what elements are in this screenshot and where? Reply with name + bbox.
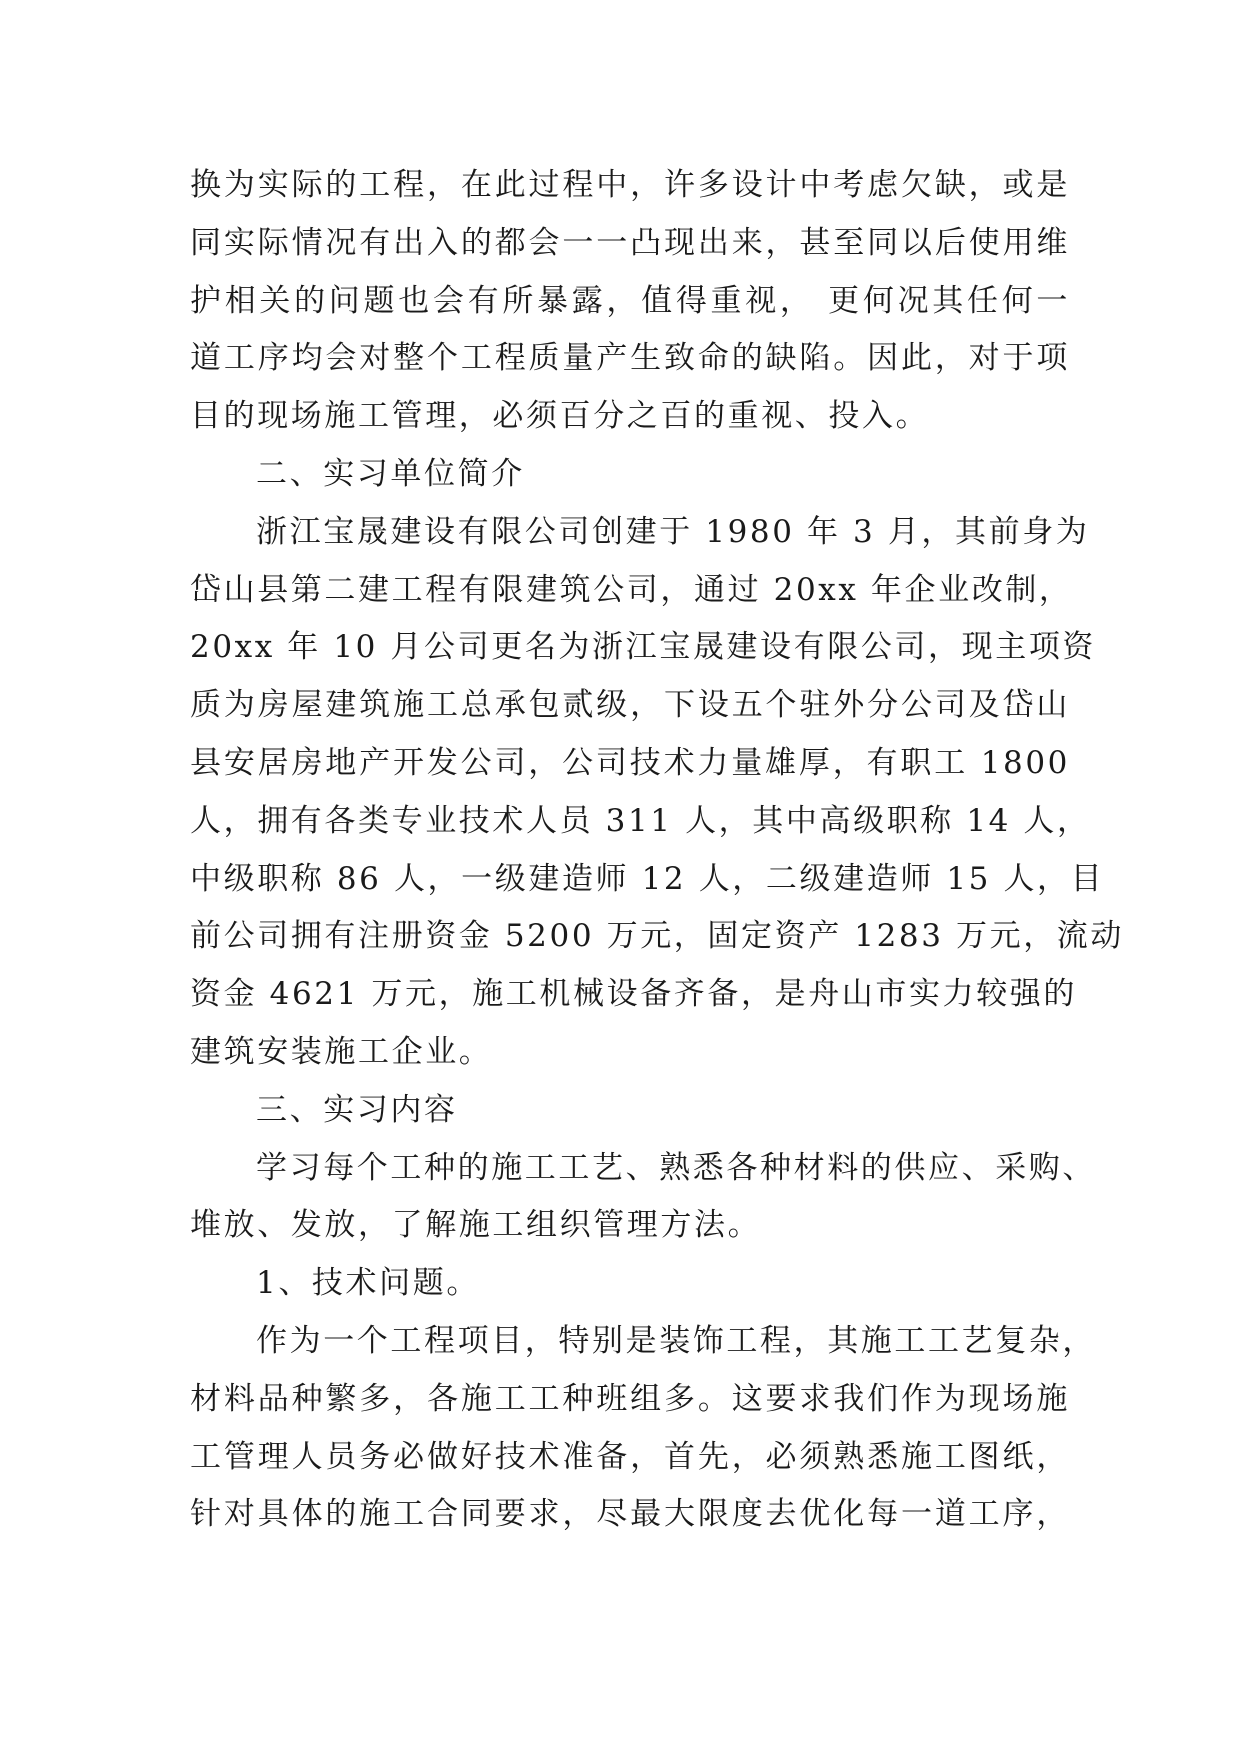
paragraph-line: 同实际情况有出入的都会一一凸现出来，甚至同以后使用维 xyxy=(190,224,1070,261)
paragraph-line: 质为房屋建筑施工总承包贰级，下设五个驻外分公司及岱山 xyxy=(190,687,1070,724)
paragraph-line: 堆放、发放，了解施工组织管理方法。 xyxy=(190,1207,762,1244)
paragraph-line: 县安居房地产开发公司，公司技术力量雄厚，有职工 1800 xyxy=(190,744,1070,781)
paragraph-line: 浙江宝晟建设有限公司创建于 1980 年 3 月，其前身为 xyxy=(256,513,1090,550)
paragraph-line: 人，拥有各类专业技术人员 311 人，其中高级职称 14 人， xyxy=(190,802,1091,839)
paragraph-line: 护相关的问题也会有所暴露，值得重视， 更何况其任何一 xyxy=(190,282,1070,319)
section-heading: 二、实习单位简介 xyxy=(256,455,525,492)
paragraph-line: 建筑安装施工企业。 xyxy=(190,1033,493,1070)
paragraph-line: 目的现场施工管理，必须百分之百的重视、投入。 xyxy=(190,398,930,435)
section-heading: 三、实习内容 xyxy=(256,1091,458,1128)
paragraph-line: 换为实际的工程，在此过程中，许多设计中考虑欠缺，或是 xyxy=(190,167,1070,203)
paragraph-line: 中级职称 86 人，一级建造师 12 人，二级建造师 15 人，目 xyxy=(190,860,1105,897)
paragraph-line: 针对具体的施工合同要求，尽最大限度去优化每一道工序， xyxy=(190,1496,1070,1533)
subsection-heading: 1、技术问题。 xyxy=(256,1265,480,1302)
paragraph-line: 工管理人员务必做好技术准备，首先，必须熟悉施工图纸， xyxy=(190,1438,1070,1475)
paragraph-line: 前公司拥有注册资金 5200 万元，固定资产 1283 万元，流动 xyxy=(190,918,1124,955)
paragraph-line: 资金 4621 万元，施工机械设备齐备，是舟山市实力较强的 xyxy=(190,976,1077,1013)
paragraph-line: 岱山县第二建工程有限建筑公司，通过 20xx 年企业改制， xyxy=(190,571,1073,608)
paragraph-line: 作为一个工程项目，特别是装饰工程，其施工工艺复杂， xyxy=(256,1322,1096,1359)
paragraph-line: 道工序均会对整个工程质量产生致命的缺陷。因此，对于项 xyxy=(190,340,1070,377)
document-body xyxy=(190,157,1124,1544)
paragraph-line: 学习每个工种的施工工艺、熟悉各种材料的供应、采购、 xyxy=(256,1149,1096,1186)
paragraph-line: 材料品种繁多，各施工工种班组多。这要求我们作为现场施 xyxy=(190,1380,1070,1417)
paragraph-line: 20xx 年 10 月公司更名为浙江宝晟建设有限公司，现主项资 xyxy=(190,629,1097,666)
